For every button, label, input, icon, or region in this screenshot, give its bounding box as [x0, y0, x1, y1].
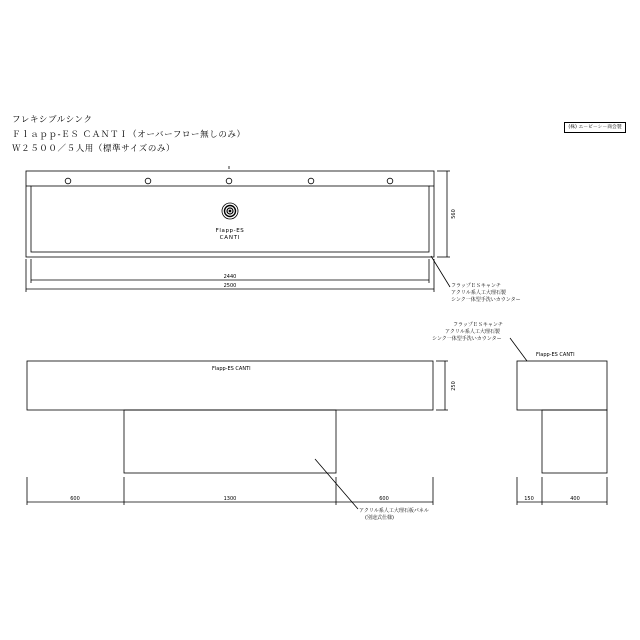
faucet-holes: [65, 178, 393, 184]
side-view: [510, 338, 607, 505]
callout-top-line1: フラップＥＳキャンチ: [451, 283, 501, 289]
faucet-hole: [308, 178, 314, 184]
faucet-hole: [226, 178, 232, 184]
side-panel-outline: [542, 410, 607, 473]
callout-front-line1: アクリル系人工大理石板パネル: [359, 508, 429, 514]
dim-right: 600: [379, 496, 389, 502]
side-counter-outline: [517, 361, 607, 410]
callout-top-line3: シンク一体型手洗いカウンター: [451, 297, 521, 303]
drawing-category-title: フレキシブルシンク: [12, 115, 93, 125]
dim-side-right: 400: [570, 496, 580, 502]
callout-top-line2: アクリル系人工大理石製: [451, 290, 506, 296]
dim-side-left: 150: [524, 496, 534, 502]
dim-total-width: 2500: [223, 283, 237, 289]
faucet-hole: [145, 178, 151, 184]
product-label-top-2: CANTI: [219, 235, 241, 241]
callout-side-line3: シンク一体型手洗いカウンター: [432, 336, 502, 342]
dim-center: 1300: [223, 496, 237, 502]
faucet-hole: [65, 178, 71, 184]
faucet-hole: [387, 178, 393, 184]
dim-left: 600: [70, 496, 80, 502]
leader-line: [315, 459, 358, 509]
front-view: [27, 361, 448, 509]
callout-side-line1: フラップＥＳキャンチ: [453, 322, 503, 328]
panel-outline: [124, 410, 336, 473]
product-label-top-1: Flapp-ES: [215, 228, 245, 234]
dim-height: 250: [451, 381, 457, 391]
product-label-side: Flapp-ES CANTI: [536, 352, 575, 358]
company-stamp: (株) エ－ビ－シ－商会製: [564, 122, 626, 133]
callout-side-line2: アクリル系人工大理石製: [445, 329, 500, 335]
drain-icon: [222, 203, 238, 219]
product-label-front: Flapp-ES CANTI: [212, 366, 251, 372]
dim-inner-width: 2440: [223, 274, 237, 280]
drawing-size-title: Ｗ２５００／５人用（標準サイズのみ）: [12, 144, 176, 154]
dim-depth: 560: [451, 209, 457, 219]
drawing-product-title: Ｆｌａｐｐ-ＥＳ ＣＡＮＴＩ（オーバーフロー無しのみ）: [12, 130, 246, 140]
leader-line: [510, 338, 527, 361]
callout-front-line2: (別途式仕様): [365, 515, 394, 521]
